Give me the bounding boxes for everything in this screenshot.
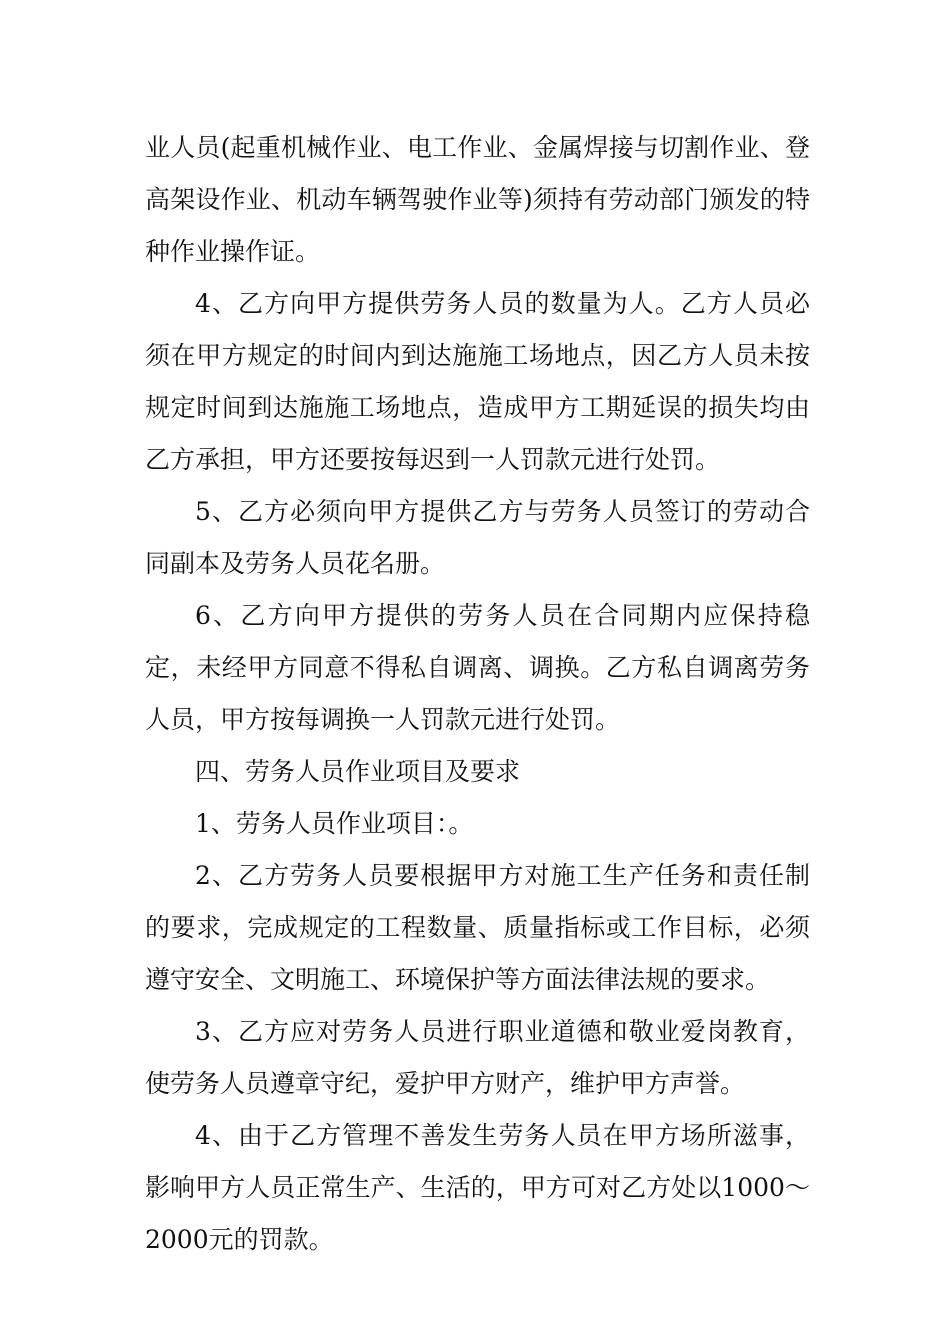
paragraph-item-4b: 4、由于乙方管理不善发生劳务人员在甲方场所滋事，影响甲方人员正常生产、生活的，甲方可对乙方处以1000～2000元的罚款。 bbox=[145, 1121, 810, 1254]
paragraph-continuation: 业人员(起重机械作业、电工作业、金属焊接与切割作业、登高架设作业、机动车辆驾驶作业等)须持有劳动部门颁发的特种作业操作证。 bbox=[145, 133, 810, 266]
section-heading-4: 四、劳务人员作业项目及要求 bbox=[195, 757, 521, 786]
document-page bbox=[145, 122, 810, 1266]
paragraph-item-2: 2、乙方劳务人员要根据甲方对施工生产任务和责任制的要求，完成规定的工程数量、质量指标或工作目标，必须遵守安全、文明施工、环境保护等方面法律法规的要求。 bbox=[145, 861, 810, 994]
paragraph-item-4: 4、乙方向甲方提供劳务人员的数量为人。乙方人员必须在甲方规定的时间内到达施施工场地点，因乙方人员未按规定时间到达施施工场地点，造成甲方工期延误的损失均由乙方承担，甲方还要按每迟到一人罚款元进行处罚。 bbox=[145, 289, 810, 474]
paragraph-item-5: 5、乙方必须向甲方提供乙方与劳务人员签订的劳动合同副本及劳务人员花名册。 bbox=[145, 497, 810, 578]
paragraph-item-1: 1、劳务人员作业项目：。 bbox=[195, 809, 474, 838]
paragraph-item-3: 3、乙方应对劳务人员进行职业道德和敬业爱岗教育，使劳务人员遵章守纪，爱护甲方财产，维护甲方声誉。 bbox=[145, 1017, 810, 1098]
paragraph-item-6: 6、乙方向甲方提供的劳务人员在合同期内应保持稳定，未经甲方同意不得私自调离、调换。乙方私自调离劳务人员，甲方按每调换一人罚款元进行处罚。 bbox=[145, 601, 810, 734]
